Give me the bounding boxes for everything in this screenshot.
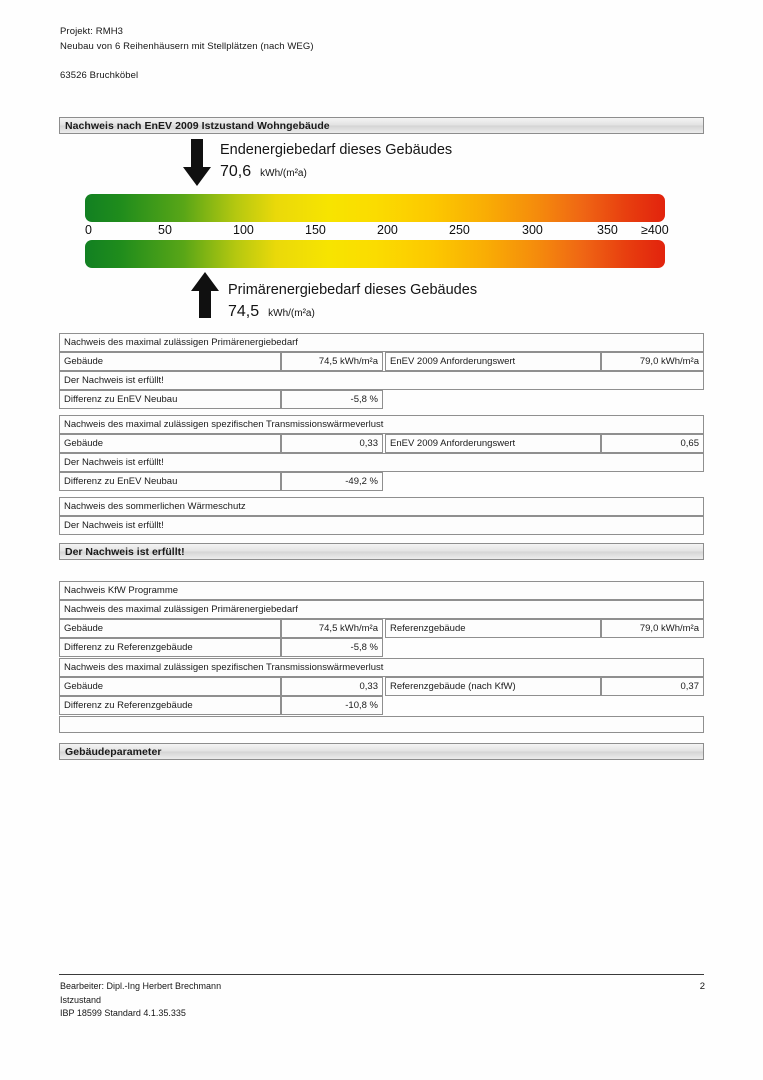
enev-transmission-result: Der Nachweis ist erfüllt! (59, 453, 704, 472)
scale-tick-labels (85, 222, 669, 238)
table-row (59, 472, 704, 491)
table-row (59, 696, 704, 715)
primary-energy-value: 74,5 (228, 303, 260, 320)
project-location: 63526 Bruchköbel (60, 70, 139, 81)
kfw-transmission-reference-label: Referenzgebäude (nach KfW) (385, 677, 601, 696)
kfw-primary-reference-value: 79,0 kWh/m²a (601, 619, 704, 638)
enev-transmission-diff-value: -49,2 % (281, 472, 383, 491)
section-title-text: Nachweis nach EnEV 2009 Istzustand Wohngebäude (65, 119, 330, 132)
scale-tick-150: 150 (305, 223, 326, 237)
kfw-primary-building-value: 74,5 kWh/m²a (281, 619, 383, 638)
kfw-primary-table (59, 581, 704, 657)
scale-tick-0: 0 (85, 223, 92, 237)
kfw-primary-heading: Nachweis des maximal zulässigen Primärenergiebedarf (59, 600, 704, 619)
scale-tick-350: 350 (597, 223, 618, 237)
kfw-primary-reference-label: Referenzgebäude (385, 619, 601, 638)
enev-primary-diff-label: Differenz zu EnEV Neubau (59, 390, 281, 409)
building-parameters-title-text: Gebäudeparameter (65, 745, 162, 758)
primary-energy-caption: Primärenergiebedarf dieses Gebäudes (228, 282, 478, 298)
enev-transmission-table (59, 415, 704, 491)
scale-tick-200: 200 (377, 223, 398, 237)
kfw-transmission-building-value: 0,33 (281, 677, 383, 696)
kfw-transmission-diff-value: -10,8 % (281, 696, 383, 715)
project-line: Projekt: RMH3 (60, 26, 124, 37)
enev-transmission-heading: Nachweis des maximal zulässigen spezifischen Transmissionswärmeverlust (59, 415, 704, 434)
kfw-primary-diff-value: -5,8 % (281, 638, 383, 657)
scale-tick-50: 50 (158, 223, 172, 237)
final-energy-value: 70,6 (220, 163, 252, 180)
scale-tick-400: ≥400 (641, 223, 669, 237)
overall-result-text: Der Nachweis ist erfüllt! (65, 545, 185, 558)
final-energy-indicator (182, 139, 452, 187)
kfw-transmission-building-label: Gebäude (59, 677, 281, 696)
enev-transmission-requirement-label: EnEV 2009 Anforderungswert (385, 434, 601, 453)
final-energy-unit: kWh/(m²a) (260, 168, 307, 179)
section-title-bar (59, 117, 704, 134)
table-row (59, 453, 704, 472)
table-row (59, 677, 704, 696)
kfw-transmission-diff-label: Differenz zu Referenzgebäude (59, 696, 281, 715)
summer-protection-table (59, 497, 704, 535)
summer-protection-heading: Nachweis des sommerlichen Wärmeschutz (59, 497, 704, 516)
table-row (59, 497, 704, 516)
table-row (59, 658, 704, 677)
kfw-primary-diff-label: Differenz zu Referenzgebäude (59, 638, 281, 657)
footer-software: IBP 18599 Standard 4.1.35.335 (60, 1008, 186, 1018)
enev-primary-table (59, 333, 704, 409)
enev-primary-building-value: 74,5 kWh/m²a (281, 352, 383, 371)
table-row (59, 619, 704, 638)
enev-primary-building-label: Gebäude (59, 352, 281, 371)
kfw-transmission-reference-value: 0,37 (601, 677, 704, 696)
kfw-heading: Nachweis KfW Programme (59, 581, 704, 600)
enev-transmission-building-label: Gebäude (59, 434, 281, 453)
table-row (59, 352, 704, 371)
primary-energy-indicator (190, 271, 477, 321)
table-row (59, 581, 704, 600)
gradient-bar-bottom (85, 240, 665, 268)
project-description: Neubau von 6 Reihenhäusern mit Stellplätzen (nach WEG) (60, 41, 314, 52)
overall-result-banner (59, 543, 704, 560)
gradient-bar-top (85, 194, 665, 222)
enev-primary-heading: Nachweis des maximal zulässigen Primärenergiebedarf (59, 333, 704, 352)
document-footer (60, 980, 705, 1021)
footer-state: Istzustand (60, 994, 102, 1005)
header-spacer (60, 54, 700, 68)
kfw-transmission-heading: Nachweis des maximal zulässigen spezifischen Transmissionswärmeverlust (59, 658, 704, 677)
scale-tick-250: 250 (449, 223, 470, 237)
footer-divider (59, 974, 704, 975)
table-row (59, 638, 704, 657)
enev-primary-result: Der Nachweis ist erfüllt! (59, 371, 704, 390)
table-row (59, 415, 704, 434)
enev-primary-requirement-value: 79,0 kWh/m²a (601, 352, 704, 371)
arrow-up-icon (190, 271, 220, 319)
final-energy-label-group (220, 141, 452, 181)
table-row (59, 371, 704, 390)
document-header (60, 24, 700, 83)
empty-filler-row (59, 716, 704, 733)
summer-protection-result: Der Nachweis ist erfüllt! (59, 516, 704, 535)
enev-transmission-building-value: 0,33 (281, 434, 383, 453)
enev-primary-requirement-label: EnEV 2009 Anforderungswert (385, 352, 601, 371)
footer-editor: Bearbeiter: Dipl.-Ing Herbert Brechmann (60, 981, 222, 991)
enev-transmission-requirement-value: 0,65 (601, 434, 704, 453)
kfw-primary-building-label: Gebäude (59, 619, 281, 638)
scale-tick-100: 100 (233, 223, 254, 237)
table-row (59, 434, 704, 453)
enev-transmission-diff-label: Differenz zu EnEV Neubau (59, 472, 281, 491)
table-row (59, 390, 704, 409)
final-energy-caption: Endenergiebedarf dieses Gebäudes (220, 142, 453, 158)
enev-primary-diff-value: -5,8 % (281, 390, 383, 409)
arrow-down-icon (182, 139, 212, 187)
table-row (59, 516, 704, 535)
table-row (59, 333, 704, 352)
footer-page-number: 2 (699, 981, 705, 992)
scale-tick-300: 300 (522, 223, 543, 237)
table-row (59, 600, 704, 619)
primary-energy-label-group (228, 281, 477, 321)
primary-energy-unit: kWh/(m²a) (268, 308, 315, 319)
kfw-transmission-table (59, 658, 704, 715)
building-parameters-title-bar (59, 743, 704, 760)
